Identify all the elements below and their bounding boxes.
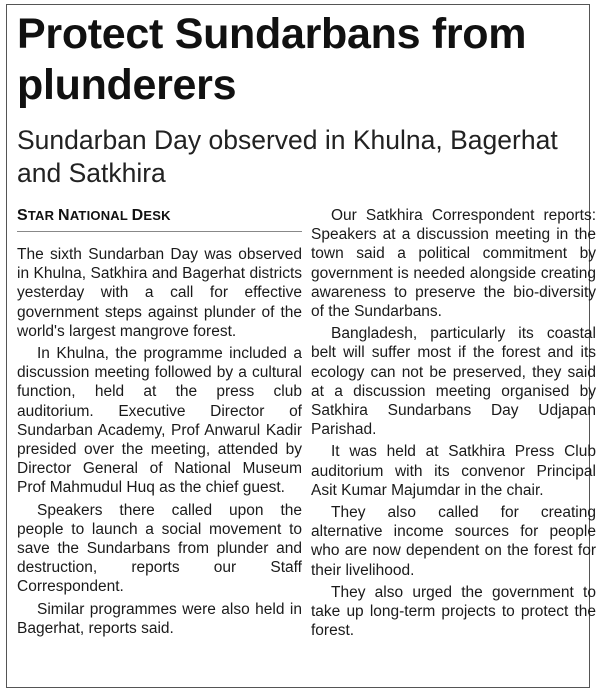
paragraph: Speakers there called upon the people to launch a social movement to save the Sundarbans from plunder and destruction, reports our Staff Correspondent. [17,501,302,596]
paragraph: Bangladesh, particularly its coastal belt will suffer most if the forest and its ecology can not be preserved, they said at a discussion meeting organised by Satkhira Sundarbans Day Udjapan Parishad. [311,325,596,439]
paragraph: They also urged the government to take up long-term projects to protect the forest. [311,583,596,640]
byline-rest: TAR [27,208,59,223]
paragraph: It was held at Satkhira Press Club auditorium with its convenor Principal Asit Kumar Majumdar in the chair. [311,443,596,499]
byline-rest: ATIONAL [69,208,132,223]
paragraph: Our Satkhira Correspondent reports: Speakers at a discussion meeting in the town said a political commitment by government is needed alongside creating awareness to preserve the bio-diversity of the Sundarbans. [311,207,596,321]
body-column-right [311,206,596,643]
byline-initial: N [58,207,70,224]
byline-initial: D [131,207,144,224]
paragraph: The sixth Sundarban Day was observed in Khulna, Satkhira and Bagerhat districts yesterday with a call for effective government steps against plunder of the world's largest mangrove forest. [17,246,302,340]
paragraph: In Khulna, the programme included a discussion meeting followed by a cultural function, held at the press club auditorium. Executive Director of Sundarban Academy, Prof Anwarul Kadir presided over the meeting, attended by Director General of National Museum Prof Mahmudul Huq as the chief guest. [17,345,302,497]
paragraph: They also called for creating alternative income sources for people who are now dependent on the forest for their livelihood. [311,504,596,579]
news-clipping [6,4,596,688]
subheadline: Sundarban Day observed in Khulna, Bagerhat and Satkhira [17,125,558,188]
byline-rest: ESK [143,208,171,223]
byline [17,207,302,232]
byline-initial: S [17,207,28,224]
headline: Protect Sundarbans from plunderers [17,10,527,109]
body-column-left [17,245,302,641]
paragraph: Similar programmes were also held in Bagerhat, reports said. [17,600,302,637]
